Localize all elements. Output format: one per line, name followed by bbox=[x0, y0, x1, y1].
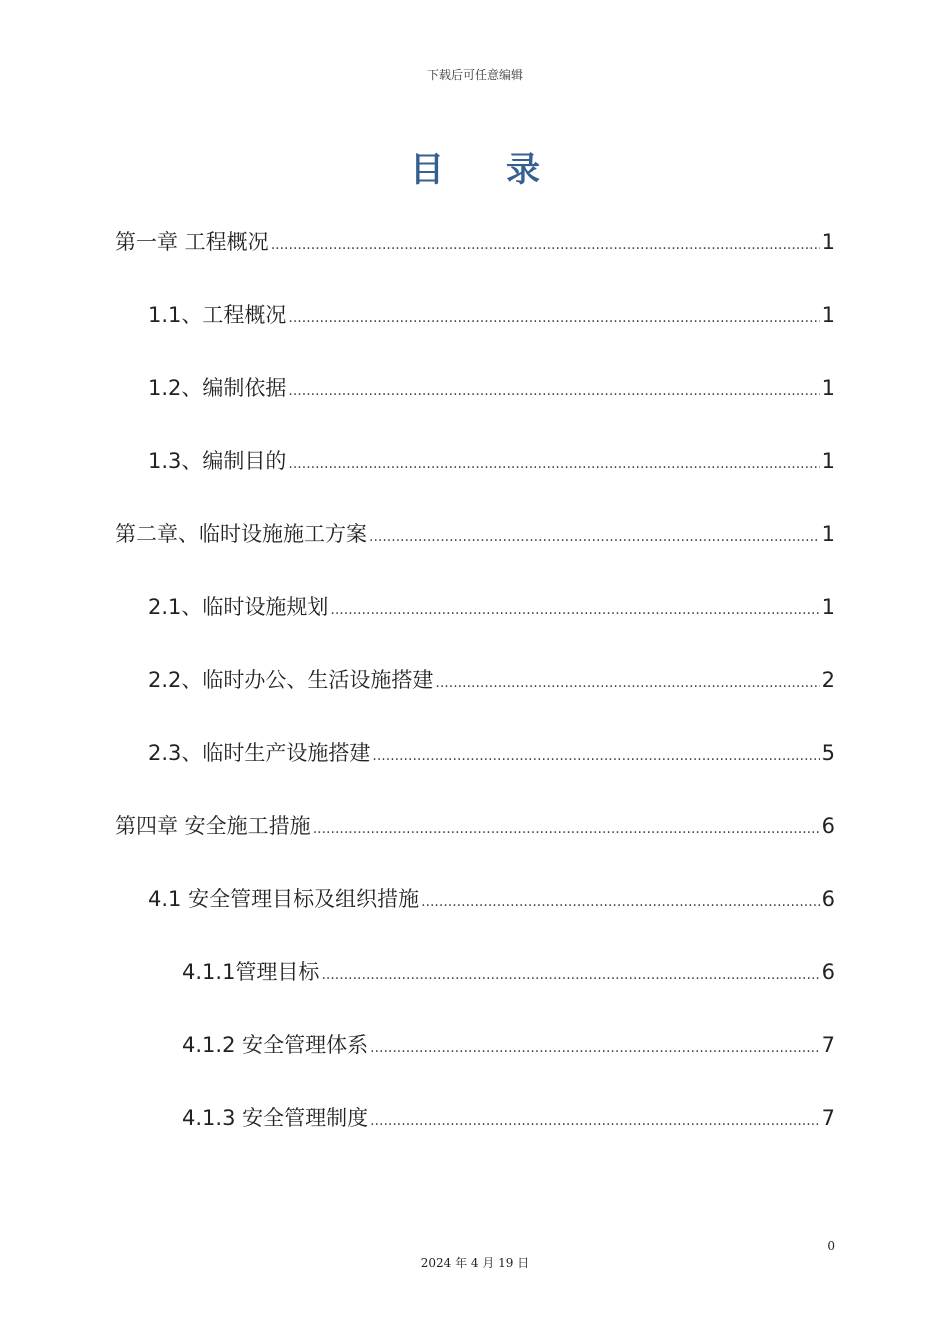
toc-entry-page: 5 bbox=[821, 741, 835, 765]
toc-entry-page: 1 bbox=[821, 376, 835, 400]
toc-entry-label: 1.2、编制依据 bbox=[148, 376, 287, 400]
toc-dot-leader bbox=[370, 1033, 820, 1063]
toc-entry[interactable] bbox=[0, 223, 950, 296]
toc-entry[interactable] bbox=[0, 515, 950, 588]
toc-entry[interactable] bbox=[0, 807, 950, 880]
toc-dot-leader bbox=[421, 887, 820, 917]
toc-entry-page: 6 bbox=[821, 814, 835, 838]
toc-dot-leader bbox=[370, 1106, 820, 1136]
toc-entry-label: 第一章 工程概况 bbox=[115, 230, 269, 254]
toc-entry[interactable] bbox=[0, 1026, 950, 1099]
toc-entry-label: 4.1.3 安全管理制度 bbox=[182, 1106, 369, 1130]
toc-entry-label: 2.1、临时设施规划 bbox=[148, 595, 329, 619]
toc-entry-page: 7 bbox=[821, 1106, 835, 1130]
toc-dot-leader bbox=[313, 814, 820, 844]
toc-entry-page: 1 bbox=[821, 522, 835, 546]
toc-entry-page: 1 bbox=[821, 595, 835, 619]
toc-entry[interactable] bbox=[0, 880, 950, 953]
toc-entry-page: 1 bbox=[821, 449, 835, 473]
toc-entry-label: 2.2、临时办公、生活设施搭建 bbox=[148, 668, 434, 692]
toc-list bbox=[0, 223, 950, 1172]
toc-dot-leader bbox=[330, 595, 819, 625]
toc-entry-label: 1.3、编制目的 bbox=[148, 449, 287, 473]
toc-entry[interactable] bbox=[0, 734, 950, 807]
toc-entry[interactable] bbox=[0, 588, 950, 661]
toc-entry[interactable] bbox=[0, 369, 950, 442]
toc-entry-label: 第四章 安全施工措施 bbox=[115, 814, 311, 838]
toc-dot-leader bbox=[321, 960, 819, 990]
footer-date: 2024 年 4 月 19 日 bbox=[420, 1256, 530, 1270]
toc-entry[interactable] bbox=[0, 296, 950, 369]
toc-entry-label: 4.1.2 安全管理体系 bbox=[182, 1033, 369, 1057]
toc-entry-page: 1 bbox=[821, 230, 835, 254]
toc-entry-page: 6 bbox=[821, 887, 835, 911]
toc-entry-page: 2 bbox=[821, 668, 835, 692]
toc-entry-page: 6 bbox=[821, 960, 835, 984]
toc-entry[interactable] bbox=[0, 661, 950, 734]
toc-dot-leader bbox=[288, 376, 819, 406]
toc-dot-leader bbox=[369, 522, 820, 552]
toc-title: 目录 bbox=[410, 150, 602, 190]
header-note: 下载后可任意编辑 bbox=[426, 68, 523, 82]
toc-dot-leader bbox=[288, 303, 819, 333]
toc-dot-leader bbox=[271, 230, 820, 260]
toc-entry[interactable] bbox=[0, 953, 950, 1026]
toc-dot-leader bbox=[372, 741, 819, 771]
toc-entry[interactable] bbox=[0, 442, 950, 515]
toc-entry-page: 1 bbox=[821, 303, 835, 327]
toc-entry-page: 7 bbox=[821, 1033, 835, 1057]
toc-entry-label: 第二章、临时设施施工方案 bbox=[115, 522, 367, 546]
page-number: 0 bbox=[827, 1239, 835, 1253]
toc-entry[interactable] bbox=[0, 1099, 950, 1172]
toc-entry-label: 2.3、临时生产设施搭建 bbox=[148, 741, 371, 765]
toc-entry-label: 1.1、工程概况 bbox=[148, 303, 287, 327]
toc-dot-leader bbox=[288, 449, 819, 479]
toc-entry-label: 4.1 安全管理目标及组织措施 bbox=[148, 887, 420, 911]
toc-dot-leader bbox=[435, 668, 819, 698]
toc-entry-label: 4.1.1管理目标 bbox=[182, 960, 320, 984]
